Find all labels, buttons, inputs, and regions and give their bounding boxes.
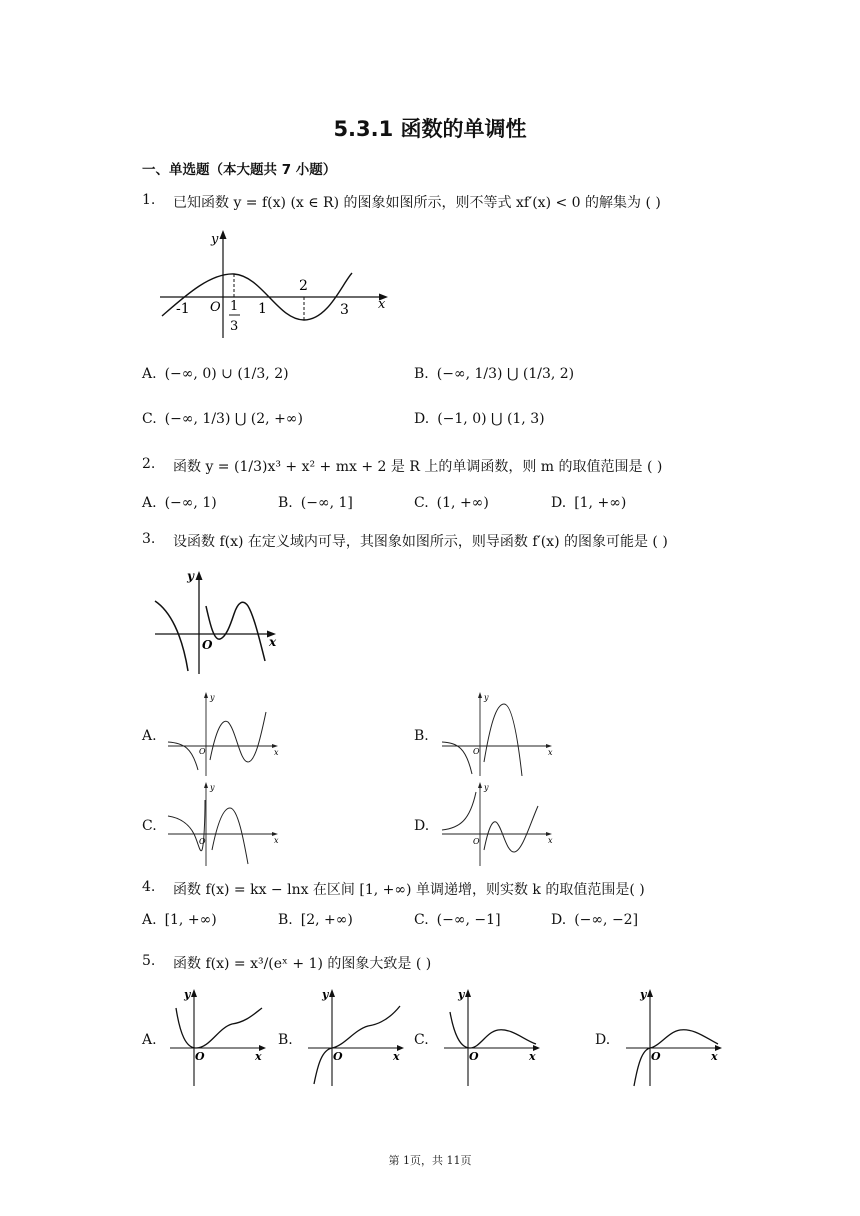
- y-axis-arrow: [220, 230, 227, 239]
- question-1-text: 已知函数 y = f(x) (x ∈ R) 的图象如图所示，则不等式 xf′(x) < 0 的解集为 ( ): [173, 195, 661, 211]
- y-label: y: [484, 783, 489, 792]
- origin-label: O: [199, 837, 206, 846]
- y-label: y: [458, 988, 465, 1001]
- origin-label: O: [202, 638, 213, 652]
- y-axis-arrow: [478, 782, 482, 788]
- option-label: D.: [414, 411, 430, 427]
- origin-label: O: [210, 300, 221, 315]
- option-label: D.: [551, 912, 567, 928]
- option-text: (−∞, 1): [164, 495, 217, 511]
- option-label: B.: [278, 495, 293, 511]
- y-label: y: [187, 569, 194, 583]
- option-label: C.: [414, 912, 429, 928]
- question-5-option-b-graph[interactable]: [304, 984, 408, 1090]
- question-3-option-a-graph[interactable]: [164, 690, 284, 780]
- y-label: y: [640, 988, 647, 1001]
- question-3-option-c-graph[interactable]: [164, 780, 284, 870]
- question-2-text: 函数 y = (1/3)x³ + x² + mx + 2 是 R 上的单调函数，则 m 的取值范围是 ( ): [173, 459, 663, 475]
- tick-minus-one: -1: [176, 301, 190, 317]
- question-3-option-c-label[interactable]: C.: [142, 818, 157, 834]
- option-text: (1, +∞): [436, 495, 489, 511]
- option-text: (−∞, 1]: [300, 495, 353, 511]
- curve-right: [210, 712, 266, 762]
- question-4-text: 函数 f(x) = kx − lnx 在区间 [1, +∞) 单调递增，则实数 k 的取值范围是( ): [173, 882, 645, 898]
- y-label: y: [211, 232, 219, 247]
- function-curve: [450, 1012, 536, 1048]
- tick-fraction-denominator: 3: [230, 319, 239, 334]
- tick-two: 2: [299, 278, 308, 294]
- option-label: C.: [414, 495, 429, 511]
- origin-label: O: [473, 747, 480, 756]
- option-text: [1, +∞): [164, 912, 217, 928]
- question-3-option-b-label[interactable]: B.: [414, 728, 429, 744]
- option-text: [2, +∞): [300, 912, 353, 928]
- question-1-number: 1.: [142, 192, 156, 208]
- question-5-option-a-label[interactable]: A.: [142, 1032, 157, 1048]
- question-3-figure: [150, 566, 285, 678]
- option-text: (−∞, −1]: [436, 912, 501, 928]
- question-2-number: 2.: [142, 456, 156, 472]
- y-label: y: [210, 783, 215, 792]
- function-curve: [314, 1006, 400, 1084]
- x-label: x: [548, 836, 553, 845]
- question-5-option-c-graph[interactable]: [440, 984, 544, 1090]
- question-1-figure: [150, 226, 400, 346]
- curve-right: [212, 808, 248, 864]
- x-label: x: [548, 748, 553, 757]
- question-2-option-b[interactable]: [278, 495, 353, 511]
- origin-label: O: [651, 1050, 661, 1063]
- tick-three: 3: [340, 302, 349, 318]
- y-axis-arrow: [478, 692, 482, 698]
- option-text: (−∞, 0) ∪ (1/3, 2): [164, 366, 289, 382]
- y-axis-arrow: [465, 989, 471, 997]
- y-axis-arrow: [196, 571, 203, 580]
- question-3-number: 3.: [142, 531, 156, 547]
- y-label: y: [184, 988, 191, 1001]
- question-5-option-c-label[interactable]: C.: [414, 1032, 429, 1048]
- y-axis-arrow: [329, 989, 335, 997]
- option-label: C.: [142, 411, 157, 427]
- x-label: x: [393, 1050, 400, 1063]
- x-label: x: [274, 836, 279, 845]
- origin-label: O: [473, 837, 480, 846]
- origin-label: O: [199, 747, 206, 756]
- curve-left-branch: [155, 601, 188, 671]
- x-label: x: [378, 297, 386, 312]
- page-footer: 第 1页，共 11页: [388, 1154, 472, 1167]
- tick-one: 1: [258, 301, 267, 317]
- curve-right: [484, 806, 538, 852]
- question-4-number: 4.: [142, 879, 156, 895]
- function-curve: [634, 1030, 718, 1086]
- x-label: x: [274, 748, 279, 757]
- option-text: (−∞, 1/3) ⋃ (1/3, 2): [436, 366, 575, 382]
- y-axis-arrow: [204, 692, 208, 698]
- y-label: y: [210, 693, 215, 702]
- option-label: B.: [278, 912, 293, 928]
- question-1-option-d[interactable]: [414, 411, 545, 427]
- option-label: D.: [551, 495, 567, 511]
- question-5-option-b-label[interactable]: B.: [278, 1032, 293, 1048]
- question-4-option-c[interactable]: [414, 912, 501, 928]
- x-label: x: [529, 1050, 536, 1063]
- question-3-option-d-graph[interactable]: [438, 780, 558, 870]
- y-axis-arrow: [191, 989, 197, 997]
- question-5-option-d-graph[interactable]: [622, 984, 726, 1090]
- curve-left: [442, 742, 472, 774]
- option-text: (−∞, −2]: [574, 912, 639, 928]
- question-3-option-d-label[interactable]: D.: [414, 818, 430, 834]
- curve-left: [442, 792, 476, 830]
- x-label: x: [711, 1050, 718, 1063]
- question-3-option-a-label[interactable]: A.: [142, 728, 157, 744]
- curve-right-branch: [206, 602, 265, 661]
- question-2-option-c[interactable]: [414, 495, 489, 511]
- option-text: (−∞, 1/3) ⋃ (2, +∞): [164, 411, 303, 427]
- origin-label: O: [195, 1050, 205, 1063]
- section-heading: 一、单选题（本大题共 7 小题）: [142, 162, 337, 178]
- option-label: A.: [142, 495, 157, 511]
- function-curve: [176, 1008, 262, 1048]
- option-label: B.: [414, 366, 429, 382]
- question-4-option-d[interactable]: [551, 912, 638, 928]
- question-1-option-c[interactable]: [142, 411, 303, 427]
- question-4-option-a[interactable]: [142, 912, 217, 928]
- origin-label: O: [469, 1050, 479, 1063]
- tick-fraction-numerator: 1: [230, 299, 239, 314]
- question-4-option-b[interactable]: [278, 912, 353, 928]
- option-text: (−1, 0) ⋃ (1, 3): [437, 411, 545, 427]
- curve-right: [484, 704, 522, 776]
- question-5-text: 函数 f(x) = x³/(eˣ + 1) 的图象大致是 ( ): [173, 956, 432, 972]
- y-axis-arrow: [204, 782, 208, 788]
- option-text: [1, +∞): [574, 495, 627, 511]
- question-5-option-a-graph[interactable]: [166, 984, 270, 1090]
- question-3-text: 设函数 f(x) 在定义域内可导，其图象如图所示，则导函数 f′(x) 的图象可能是 ( ): [173, 534, 668, 550]
- x-label: x: [255, 1050, 262, 1063]
- question-5-number: 5.: [142, 953, 156, 969]
- page-title: 5.3.1 函数的单调性: [333, 117, 527, 141]
- y-label: y: [484, 693, 489, 702]
- question-1-option-a[interactable]: [142, 366, 289, 382]
- option-label: A.: [142, 366, 157, 382]
- y-axis-arrow: [647, 989, 653, 997]
- x-label: x: [269, 635, 277, 649]
- origin-label: O: [333, 1050, 343, 1063]
- question-3-option-b-graph[interactable]: [438, 690, 558, 780]
- option-label: A.: [142, 912, 157, 928]
- question-2-option-a[interactable]: [142, 495, 217, 511]
- question-2-option-d[interactable]: [551, 495, 626, 511]
- question-1-option-b[interactable]: [414, 366, 574, 382]
- y-label: y: [322, 988, 329, 1001]
- question-5-option-d-label[interactable]: D.: [595, 1032, 611, 1048]
